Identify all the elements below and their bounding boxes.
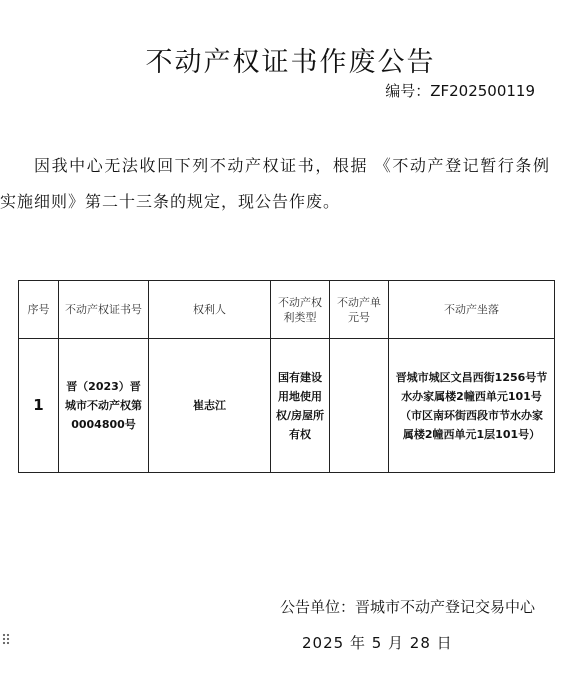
header-cert-no: 不动产权证书号 xyxy=(59,281,149,339)
cell-cert-no: 晋（2023）晋城市不动产权第0004800号 xyxy=(59,339,149,473)
void-certificate-table xyxy=(18,280,555,473)
cell-unit-no xyxy=(330,339,389,473)
table-header-row xyxy=(19,281,555,339)
document-number: 编号：ZF202500119 xyxy=(385,82,535,100)
issue-date: 2025 年 5 月 28 日 xyxy=(302,634,453,652)
header-right-type: 不动产权利类型 xyxy=(271,281,330,339)
cell-location: 晋城市城区文昌西街1256号节水办家属楼2幢西单元101号（市区南环街西段市节水办家属楼2幢西单元1层101号） xyxy=(389,339,555,473)
cell-seq: 1 xyxy=(19,339,59,473)
header-location: 不动产坐落 xyxy=(389,281,555,339)
issuing-unit: 公告单位：晋城市不动产登记交易中心 xyxy=(279,598,535,616)
header-unit-no: 不动产单元号 xyxy=(330,281,389,339)
table-row xyxy=(19,339,555,473)
notice-body: 因我中心无法收回下列不动产权证书，根据 《不动产登记暂行条例实施细则》第二十三条的规定，现公告作废。 xyxy=(0,156,550,211)
header-seq: 序号 xyxy=(19,281,59,339)
header-owner: 权利人 xyxy=(149,281,271,339)
cell-owner: 崔志江 xyxy=(149,339,271,473)
drag-handle-icon[interactable] xyxy=(2,633,10,645)
notice-title: 不动产权证书作废公告 xyxy=(145,47,436,79)
cell-right-type: 国有建设用地使用权/房屋所有权 xyxy=(271,339,330,473)
